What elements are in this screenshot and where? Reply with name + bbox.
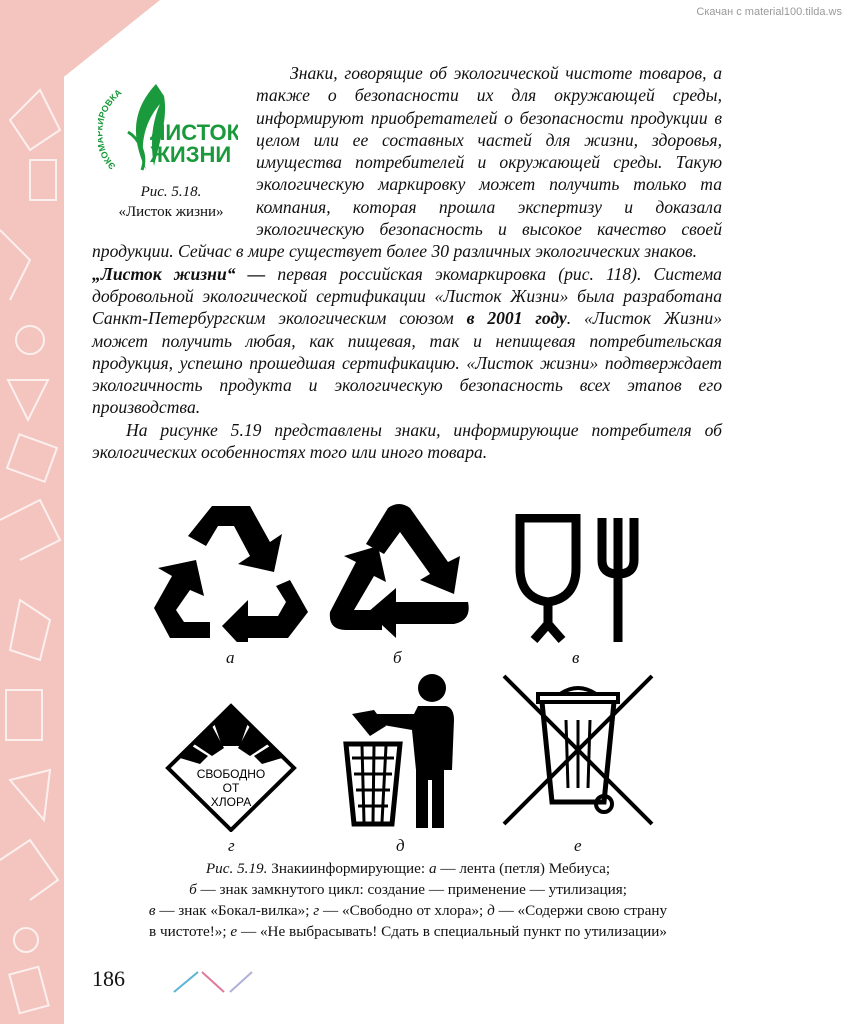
paragraph-1: Знаки, говорящие об экологической чистоте товаров, а также о безопасности их для окружающей среды, информируют приобретателей о безопасности продукции в целом или ее составных частей для жизни, здоровья, имущества потребителей и окружающей среды. Такую экологическую маркировку может получить только та компания, которая прошла экспертизу и доказала экологическую безопасность и высокое качество своей продукции. Сейчас в мире существует более 30 различных экологических знаков. bbox=[92, 63, 722, 262]
year-bold: в 2001 году bbox=[466, 308, 567, 329]
fig19-line2-tail: — знак замкнутого цикл: создание — применение — утилизация; bbox=[196, 881, 627, 898]
symbol-d-letter: д bbox=[396, 836, 405, 855]
fig19-d: д bbox=[487, 902, 495, 919]
listok-bold: „Листок жизни“ — bbox=[92, 263, 266, 284]
chlorine-line3: ХЛОРА bbox=[210, 795, 252, 809]
chlorine-line2: ОТ bbox=[222, 781, 240, 795]
fig19-line4-head: в чистоте!»; bbox=[149, 923, 231, 940]
paragraph-2-part1: первая российская экомаркировка (рис. 118). Система добровольной экологической сертификации «Листок Жизни» была разработана Санкт-Петербургским экологическим союзом bbox=[92, 263, 722, 329]
tidy-man-icon bbox=[334, 670, 464, 830]
logo-line2: ЖИЗНИ bbox=[150, 142, 232, 167]
watermark: Скачан с material100.tilda.ws bbox=[696, 6, 842, 18]
paragraph-3: На рисунке 5.19 представлены знаки, информирующие потребителя об экологических особенностях того или иного товара. bbox=[92, 419, 722, 463]
symbol-e-letter: е bbox=[574, 836, 582, 855]
chlorine-line1: СВОБОДНО bbox=[196, 767, 266, 781]
symbol-a-letter: а bbox=[226, 648, 235, 667]
logo-line1: ЛИСТОК bbox=[150, 120, 238, 145]
body-text bbox=[92, 62, 722, 463]
symbol-v-letter: в bbox=[572, 648, 580, 667]
fig19-line1 bbox=[92, 858, 724, 879]
fig19-line4-tail: — «Не выбрасывать! Сдать в специальный пункт по утилизации» bbox=[237, 923, 667, 940]
fig19-b: б bbox=[189, 881, 197, 898]
fig19-line3-tail: — «Содержи свою страну bbox=[494, 902, 668, 919]
fig19-number: Рис. 5.19. bbox=[205, 860, 268, 877]
logo-arc-text: ЭКО ОВКА bbox=[98, 87, 124, 172]
fig19-line3 bbox=[92, 900, 724, 921]
paragraph-2 bbox=[92, 263, 722, 419]
fig19-g: г bbox=[313, 902, 320, 919]
symbol-b-letter: б bbox=[393, 648, 402, 667]
crossed-bin-icon bbox=[500, 672, 656, 828]
fig19-line3-mid: — знак «Бокал-вилка»; bbox=[155, 902, 314, 919]
page-number: 186 bbox=[92, 966, 125, 991]
closed-loop-triangle-icon bbox=[326, 502, 472, 642]
chlorine-free-icon bbox=[164, 702, 298, 832]
fig19-line4 bbox=[92, 921, 724, 942]
band-pattern-icon bbox=[0, 0, 64, 1024]
fig19-caption bbox=[92, 858, 724, 942]
fig19-line1-tail: — лента (петля) Мебиуса; bbox=[436, 860, 611, 877]
paragraph-2-part2: . «Листок Жизни» может получить любая, как пищевая, так и непищевая потребительская продукция, успешно прошедшая сертификацию. «Листок жизни» подтверждает экологичность продукта и экологическую безопасность всех этапов его производства. bbox=[92, 308, 722, 418]
fig18-number: Рис. 5.18. bbox=[140, 184, 202, 200]
fig19-line1-text: Знакиинформирующие: bbox=[267, 860, 429, 877]
fig19-e: е bbox=[230, 923, 238, 940]
glass-fork-icon bbox=[514, 514, 644, 644]
decorative-strokes-icon bbox=[172, 968, 262, 994]
fig19-a: а bbox=[428, 860, 437, 877]
symbol-g-letter: г bbox=[228, 836, 235, 855]
fig18-title: «Листок жизни» bbox=[118, 204, 224, 220]
recycle-mobius-icon bbox=[152, 502, 310, 642]
fig19-v: в bbox=[148, 902, 156, 919]
fig19-line2 bbox=[92, 879, 724, 900]
left-decorative-band bbox=[0, 0, 64, 1024]
fig19-line3-mid2: — «Свободно от хлора»; bbox=[319, 902, 488, 919]
